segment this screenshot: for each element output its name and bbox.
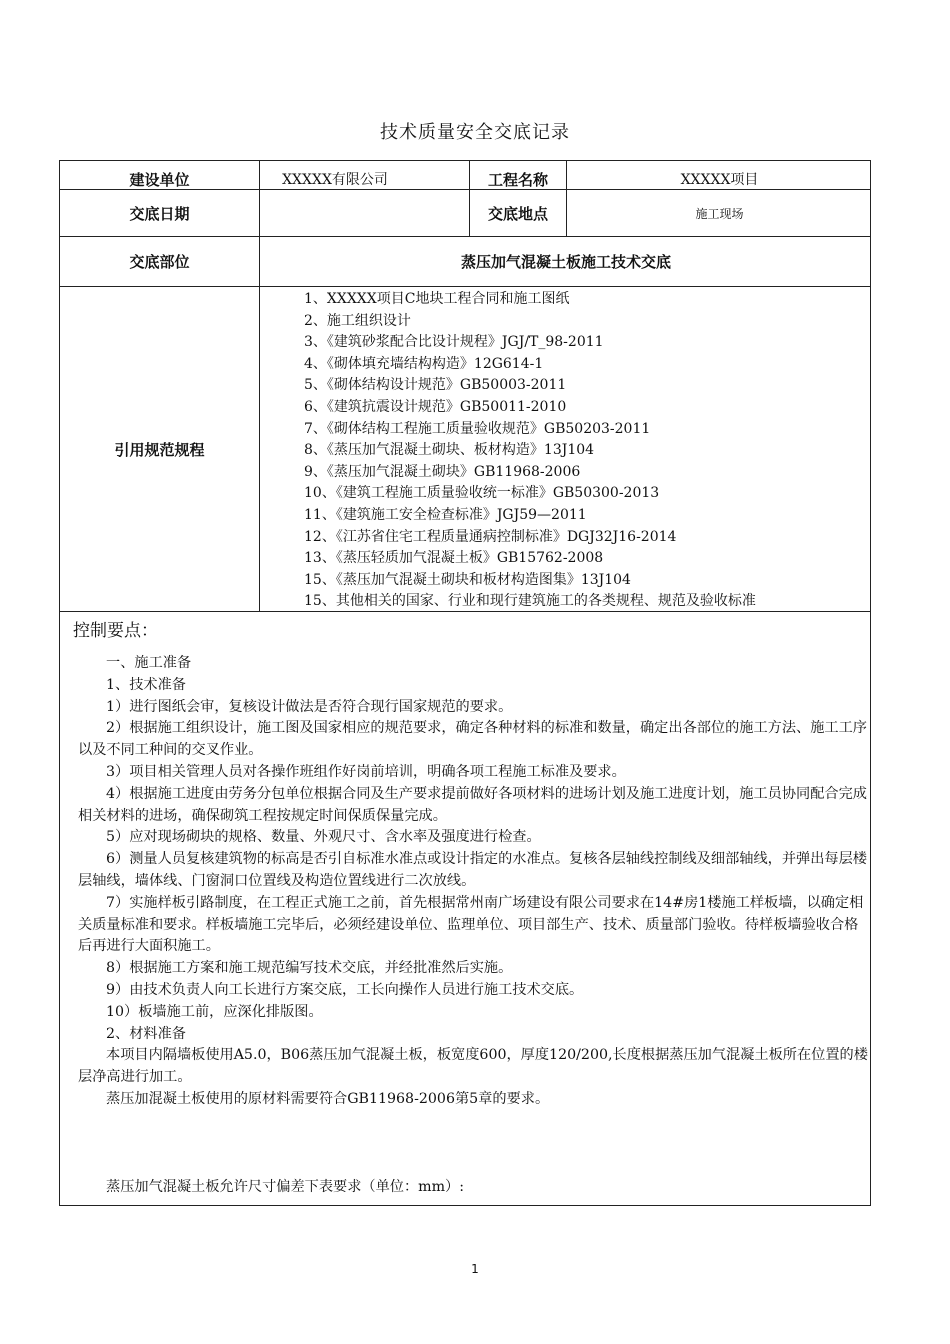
unit-value: XXXXX有限公司: [282, 172, 388, 188]
paragraph: 1）进行图纸会审，复核设计做法是否符合现行国家规范的要求。: [106, 698, 513, 715]
paragraph: 6）测量人员复核建筑物的标高是否引自标准水准点或设计指定的水准点。复核各层轴线控制线及细部轴线，并弹出每层楼层轴线，墙体线、门窗洞口位置线及构造位置线进行二次放线。: [78, 851, 867, 889]
control-points-body: [78, 653, 868, 1199]
unit-label: 建设单位: [129, 170, 190, 189]
paragraph: 8）根据施工方案和施工规范编写技术交底，并经批准然后实施。: [106, 960, 513, 977]
date-label: 交底日期: [129, 204, 190, 223]
paragraph: 9）由技术负责人向工长进行方案交底，工长向操作人员进行施工技术交底。: [106, 981, 584, 998]
subsection-heading: 2、材料准备: [106, 1025, 186, 1042]
paragraph: 7）实施样板引路制度，在工程正式施工之前，首先根据常州南广场建设有限公司要求在14#房1楼施工样板墙，以确定相关质量标准和要求。样板墙施工完毕后，必须经建设单位、监理单位、项目部生产、技术、质量部门验收。待样板墙验收合格后再进行大面积施工。: [78, 894, 864, 955]
paragraph: 蒸压加气混凝土板允许尺寸偏差下表要求（单位：mm）:: [106, 1178, 465, 1195]
reference-item: 11、《建筑施工安全检查标准》JGJ59—2011: [304, 506, 587, 523]
project-value: XXXXX项目: [680, 172, 759, 188]
reference-item: 3、《建筑砂浆配合比设计规程》JGJ/T_98-2011: [304, 334, 604, 351]
part-value: 蒸压加气混凝土板施工技术交底: [460, 253, 671, 271]
reference-item: 4、《砌体填充墙结构构造》12G614-1: [304, 355, 544, 372]
reference-item: 7、《砌体结构工程施工质量验收规范》GB50203-2011: [304, 420, 651, 437]
reference-item: 1、XXXXX项目C地块工程合同和施工图纸: [304, 291, 570, 307]
reference-item: 13、《蒸压轻质加气混凝土板》GB15762-2008: [304, 550, 604, 567]
document-title: 技术质量安全交底记录: [380, 122, 570, 143]
reference-item: 12、《江苏省住宅工程质量通病控制标准》DGJ32J16-2014: [304, 528, 677, 545]
reference-item: 9、《蒸压加气混凝土砌块》GB11968-2006: [304, 463, 581, 480]
date-value: [260, 190, 469, 236]
control-points-heading: 控制要点：: [73, 621, 158, 641]
reference-item: 15、《蒸压加气混凝土砌块和板材构造图集》13J104: [304, 571, 631, 588]
paragraph: 5）应对现场砌块的规格、数量、外观尺寸、含水率及强度进行检查。: [106, 829, 541, 846]
project-label: 工程名称: [487, 170, 548, 189]
paragraph: 蒸压加混凝土板使用的原材料需要符合GB11968-2006第5章的要求。: [106, 1090, 550, 1107]
paragraph: 本项目内隔墙板使用A5.0，B06蒸压加气混凝土板，板宽度600，厚度120/200,长度根据蒸压加气混凝土板所在位置的楼层净高进行加工。: [78, 1047, 868, 1086]
refs-label: 引用规范规程: [114, 440, 205, 459]
paragraph: 10）板墙施工前，应深化排版图。: [106, 1003, 323, 1020]
reference-item: 15、其他相关的国家、行业和现行建筑施工的各类规程、规范及验收标准: [304, 593, 756, 610]
reference-item: 2、施工组织设计: [304, 312, 411, 329]
reference-list: [304, 289, 756, 613]
location-value: 施工现场: [695, 206, 744, 221]
part-label: 交底部位: [129, 253, 190, 271]
blank-space: [78, 1111, 868, 1177]
paragraph: 2）根据施工组织设计，施工图及国家相应的规范要求，确定各种材料的标准和数量，确定出各部位的施工方法、施工工序以及不同工种间的交叉作业。: [78, 720, 867, 759]
reference-item: 5、《砌体结构设计规范》GB50003-2011: [304, 377, 567, 394]
page-number: 1: [471, 1262, 479, 1276]
disclosure-record-table: [59, 160, 871, 1206]
paragraph: 3）项目相关管理人员对各操作班组作好岗前培训，明确各项工程施工标准及要求。: [106, 763, 626, 780]
location-label: 交底地点: [487, 204, 548, 223]
subsection-heading: 1、技术准备: [106, 676, 186, 693]
section-heading: 一、施工准备: [106, 655, 192, 671]
reference-item: 10、《建筑工程施工质量验收统一标准》GB50300-2013: [304, 485, 660, 502]
paragraph: 4）根据施工进度由劳务分包单位根据合同及生产要求提前做好各项材料的进场计划及施工进度计划，施工员协同配合完成相关材料的进场，确保砌筑工程按规定时间保质保量完成。: [78, 785, 867, 824]
reference-item: 8、《蒸压加气混凝土砌块、板材构造》13J104: [304, 442, 595, 459]
reference-item: 6、《建筑抗震设计规范》GB50011-2010: [304, 398, 567, 415]
